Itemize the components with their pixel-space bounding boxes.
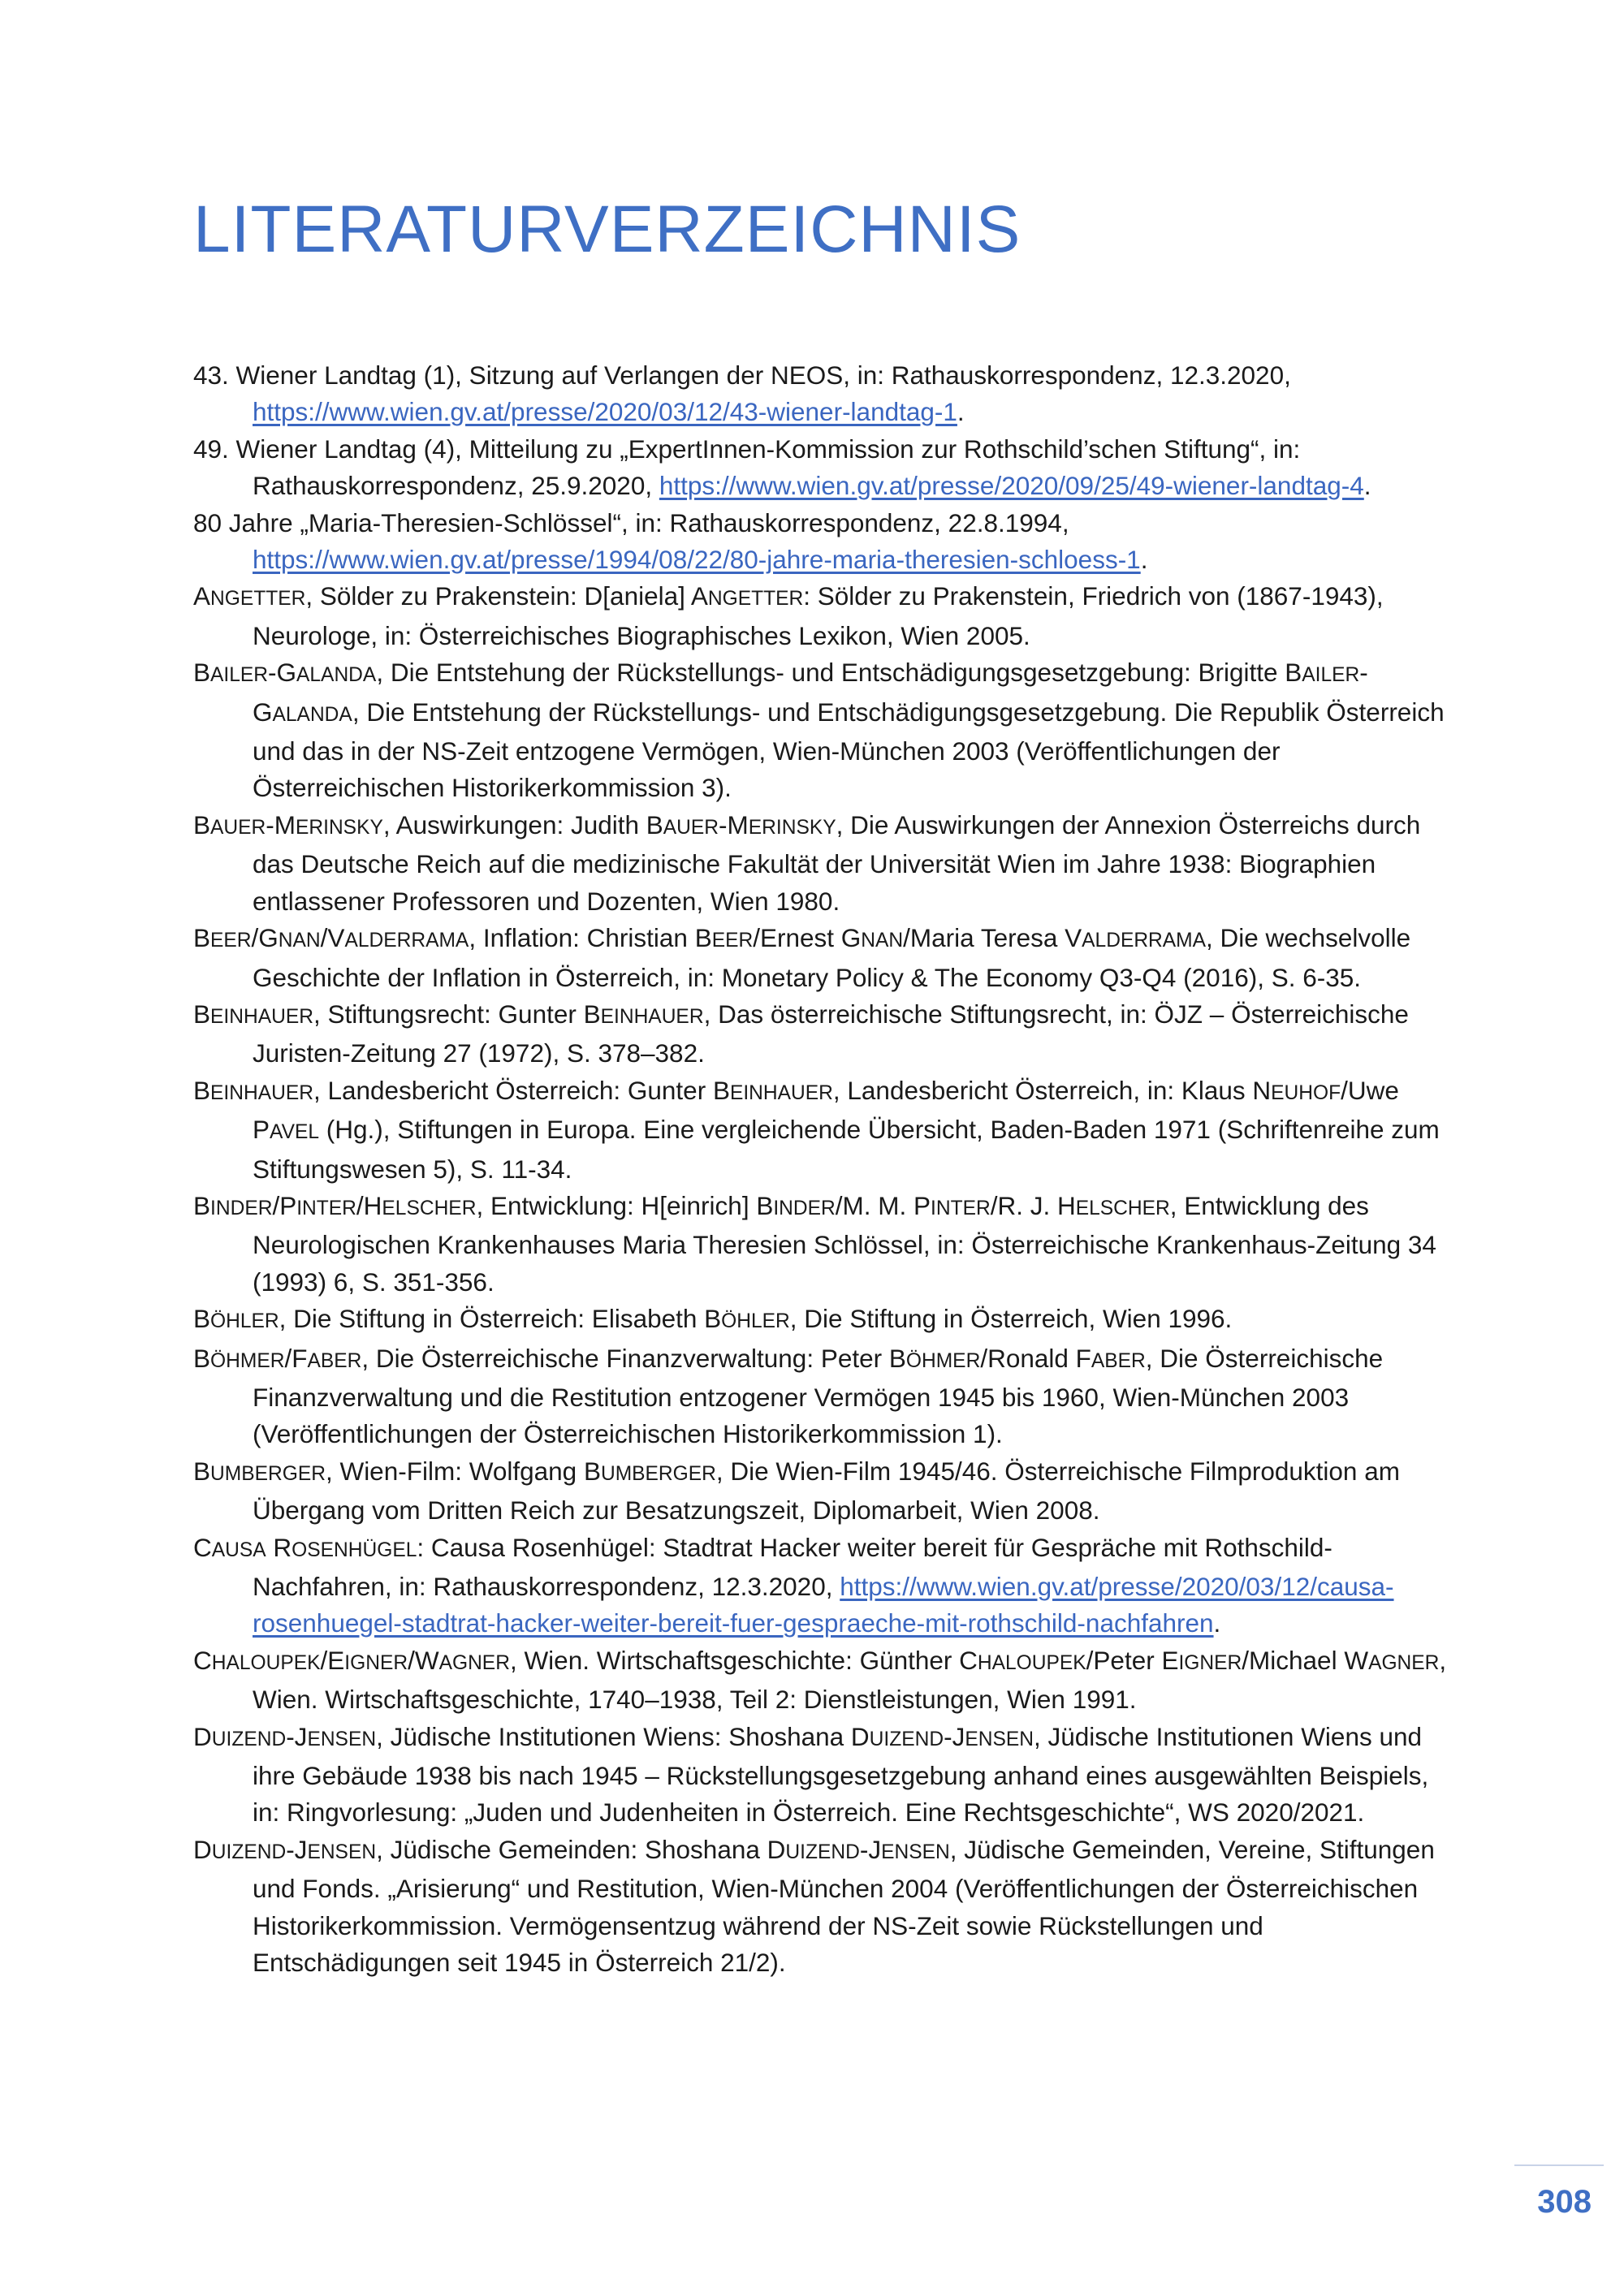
entry-text: . [957,397,965,427]
entry-text: . [1363,471,1371,501]
entry-text: : Sölder zu Prakenstein, Friedrich von (1867-1943), Neurologe, in: Österreichisches Biographisches Lexikon, Wien 2005. [253,581,1384,650]
entry-text: 49. Wiener Landtag (4), Mitteilung zu „ExpertInnen-Kommission zur Rothschild’schen Stiftung“, in: Rathauskorrespondenz, 25.9.2020, [193,434,1301,501]
bibliography-entry [193,996,1460,1072]
bibliography-entry [193,1530,1460,1642]
entry-text: /R. J. H [990,1190,1076,1220]
author-smallcaps: INDER [773,1197,836,1219]
entry-text: D [193,1834,212,1864]
author-smallcaps: ERINSKY [296,816,383,839]
bibliography-entry [193,1832,1460,1982]
entry-text: , Die Auswirkungen der Annexion Österreichs durch das Deutsche Reich auf die medizinische Fakultät der Universität Wien im Jahre 1938: Biographien entlassener Professoren und Dozenten, Wien 1980. [253,809,1421,916]
entry-link[interactable]: https://www.wien.gv.at/presse/2020/09/25/49-wiener-landtag-4 [659,471,1364,501]
entry-text: , Landesbericht Österreich, in: Klaus N [832,1075,1272,1105]
bibliography-entry [193,1453,1460,1530]
author-smallcaps: AUER [663,816,719,839]
bibliography-entry [193,1072,1460,1188]
entry-text: , Entwicklung des Neurologischen Krankenhauses Maria Theresien Schlössel, in: Österreichische Krankenhaus-Zeitung 34 (1993) 6, S. 351-356. [253,1190,1436,1297]
entry-text: 80 Jahre „Maria-Theresien-Schlössel“, in: Rathauskorrespondenz, 22.8.1994, [193,507,1069,537]
entry-text: /W [408,1645,439,1675]
author-smallcaps: UMBERGER [210,1462,326,1485]
author-smallcaps: AUSA [211,1539,266,1561]
entry-text: /H [356,1190,382,1220]
bibliography-entry [193,578,1460,654]
entry-text: /Michael W [1242,1645,1369,1675]
entry-text: -J [944,1721,965,1751]
author-smallcaps: ÖHLER [210,1310,279,1333]
author-smallcaps: EINHAUER [210,1005,313,1028]
author-smallcaps: IGNER [344,1651,408,1674]
bibliography-entry [193,654,1460,807]
author-smallcaps: ELSCHER [382,1197,477,1219]
entry-text: -J [286,1834,308,1864]
entry-link[interactable]: https://www.wien.gv.at/presse/1994/08/22/80-jahre-maria-theresien-schloess-1 [253,545,1141,575]
bibliography-entry [193,1188,1460,1301]
entry-text: . [1213,1608,1221,1638]
author-smallcaps: HALOUPEK [977,1651,1086,1674]
author-smallcaps: ENSEN [307,1841,377,1863]
entry-text: -M [266,809,296,839]
author-smallcaps: EINHAUER [729,1081,833,1104]
entry-text: B [193,1343,211,1373]
author-smallcaps: ABER [307,1349,362,1372]
entry-text: -J [859,1834,882,1864]
entry-text: , Die Entstehung der Rückstellungs- und Entschädigungsgesetzgebung: Brigitte B [376,658,1302,688]
author-smallcaps: ENSEN [881,1841,950,1863]
author-smallcaps: HALOUPEK [211,1651,321,1674]
entry-text: , Die Stiftung in Österreich: Elisabeth B [279,1304,722,1334]
entry-text: -J [286,1721,308,1751]
entry-text: , Jüdische Gemeinden: Shoshana D [376,1834,786,1864]
author-smallcaps: INTER [931,1197,991,1219]
entry-text: C [193,1645,212,1675]
entry-text: -M [719,809,749,839]
author-smallcaps: IGNER [1178,1651,1242,1674]
entry-text: , Die Österreichische Finanzverwaltung: Peter B [361,1343,906,1373]
author-smallcaps: UIZEND [211,1728,287,1750]
entry-text: /F [284,1343,308,1373]
entry-link[interactable]: https://www.wien.gv.at/presse/2020/03/12/43-wiener-landtag-1 [253,397,957,427]
author-smallcaps: ELSCHER [1075,1197,1170,1219]
entry-text: /V [320,923,345,953]
entry-text: , Die Wien-Film 1945/46. Österreichische Filmproduktion am Übergang vom Dritten Reich zur Besatzungszeit, Diplomarbeit, Wien 2008. [253,1456,1400,1526]
author-smallcaps: AILER [1302,664,1360,687]
entry-text: , Inflation: Christian B [469,923,712,953]
bibliography-list [193,357,1460,1981]
bibliography-entry [193,431,1460,505]
author-smallcaps: ÖHMER [210,1349,285,1372]
author-smallcaps: AILER [210,664,269,687]
page-number: 308 [1537,2184,1592,2220]
entry-text: , Entwicklung: H[einrich] B [476,1190,774,1220]
entry-text: , Wien. Wirtschaftsgeschichte, 1740–1938, Teil 2: Dienstleistungen, Wien 1991. [253,1645,1447,1715]
entry-text: (Hg.), Stiftungen in Europa. Eine vergleichende Übersicht, Baden-Baden 1971 (Schriftenreihe zum Stiftungswesen 5), S. 11-34. [253,1115,1440,1184]
author-smallcaps: AGNER [438,1651,510,1674]
author-smallcaps: EINHAUER [600,1005,704,1028]
author-smallcaps: ÖHMER [905,1349,981,1372]
author-smallcaps: ABER [1091,1349,1146,1372]
entry-link[interactable]: https://www.wien.gv.at/presse/2020/03/12/causa-rosenhuegel-stadtrat-hacker-weiter-bereit-fuer-gespraeche-mit-rothschild-nachfahren [253,1572,1394,1638]
entry-text: , Stiftungsrecht: Gunter B [313,999,601,1029]
author-smallcaps: ALDERRAMA [1082,930,1207,952]
entry-text: /Ernest G [753,923,862,953]
entry-text: /Peter E [1086,1645,1179,1675]
entry-text: , Die Entstehung der Rückstellungs- und Entschädigungsgesetzgebung. Die Republik Österreich und das in der NS-Zeit entzogene Vermögen, Wien-München 2003 (Veröffentlichungen der Österreichischen Historikerkommission 3). [253,697,1445,803]
entry-text: , Auswirkungen: Judith B [382,809,663,839]
entry-text: /Ronald F [980,1343,1091,1373]
entry-text: B [193,1456,211,1486]
author-smallcaps: EINHAUER [210,1081,313,1104]
bibliography-entry [193,505,1460,579]
bibliography-entry [193,1340,1460,1453]
entry-text: B [193,809,211,839]
author-smallcaps: INDER [210,1197,273,1219]
entry-text: , Jüdische Institutionen Wiens und ihre Gebäude 1938 bis nach 1945 – Rückstellungsgesetzgebung anhand eines ausgewählten Beispiels, in: Ringvorlesung: „Juden und Judenheiten in Österreich. Eine Rechtsgeschichte“, WS 2020/2021. [253,1721,1429,1828]
entry-text: /M. M. P [835,1190,931,1220]
entry-text: A [193,581,211,611]
author-smallcaps: EER [711,930,754,952]
author-smallcaps: NGETTER [210,588,306,611]
author-smallcaps: UMBERGER [600,1462,716,1485]
entry-text: B [193,1190,211,1220]
entry-text: -G [268,658,297,688]
author-smallcaps: ALDERRAMA [344,930,469,952]
entry-text: R [266,1532,292,1562]
entry-text: B [193,1304,211,1334]
author-smallcaps: ALANDA [296,664,377,687]
author-smallcaps: ERINSKY [748,816,836,839]
entry-text: /Maria Teresa V [903,923,1082,953]
page-title: LITERATURVERZEICHNIS [193,192,1021,266]
entry-text: : Causa Rosenhügel: Stadtrat Hacker weiter bereit für Gespräche mit Rothschild-Nachfahren, in: Rathauskorrespondenz, 12.3.2020, [253,1532,1332,1601]
author-smallcaps: ALANDA [272,703,352,726]
entry-text: , Jüdische Gemeinden, Vereine, Stiftungen und Fonds. „Arisierung“ und Restitution, Wien-München 2004 (Veröffentlichungen der Österreichischen Historikerkommission. Vermögensentzug während der NS-Zeit sowie Rückstellungen und Entschädigungen seit 1945 in Österreich 21/2). [253,1834,1435,1978]
author-smallcaps: NGETTER [707,588,804,611]
entry-text: -G [253,658,1368,727]
entry-text: /P [272,1190,297,1220]
entry-text: , Sölder zu Prakenstein: D[aniela] A [305,581,708,611]
entry-text: , Die Österreichische Finanzverwaltung und die Restitution entzogener Vermögen 1945 bis 1960, Wien-München 2003 (Veröffentlichungen der Österreichischen Historikerkommission 1). [253,1343,1384,1449]
entry-text: C [193,1532,212,1562]
entry-text: B [193,1075,211,1105]
author-smallcaps: AUER [210,816,266,839]
entry-text: /E [320,1645,345,1675]
entry-text: , Jüdische Institutionen Wiens: Shoshana D [376,1721,870,1751]
bibliography-entry [193,807,1460,920]
author-smallcaps: EER [210,930,252,952]
author-smallcaps: ÖHLER [721,1310,790,1333]
author-smallcaps: AGNER [1368,1651,1440,1674]
bibliography-entry [193,1301,1460,1340]
footer-divider [1514,2164,1604,2166]
author-smallcaps: NAN [278,930,321,952]
entry-text: , Landesbericht Österreich: Gunter B [313,1075,730,1105]
author-smallcaps: ENSEN [307,1728,377,1750]
entry-text: B [193,999,211,1029]
entry-text: , Wien-Film: Wolfgang B [325,1456,601,1486]
entry-text: D [193,1721,212,1751]
author-smallcaps: NAN [861,930,904,952]
author-smallcaps: INTER [296,1197,356,1219]
entry-text: /Uwe P [253,1075,1399,1145]
entry-text: , Die wechselvolle Geschichte der Inflation in Österreich, in: Monetary Policy & The Economy Q3-Q4 (2016), S. 6-35. [253,923,1411,992]
entry-text: 43. Wiener Landtag (1), Sitzung auf Verlangen der NEOS, in: Rathauskorrespondenz, 12.3.2020, [193,360,1291,390]
author-smallcaps: UIZEND [785,1841,860,1863]
author-smallcaps: AVEL [270,1121,320,1144]
bibliography-entry [193,1719,1460,1832]
author-smallcaps: ENSEN [965,1728,1034,1750]
bibliography-entry [193,920,1460,996]
entry-text: , Wien. Wirtschaftsgeschichte: Günther C [509,1645,978,1675]
entry-text: , Die Stiftung in Österreich, Wien 1996. [789,1304,1233,1334]
author-smallcaps: OSENHÜGEL [292,1539,417,1561]
bibliography-entry [193,357,1460,431]
entry-text: . [1140,545,1148,575]
entry-text: /G [251,923,279,953]
entry-text: B [193,923,211,953]
author-smallcaps: UIZEND [869,1728,944,1750]
author-smallcaps: UIZEND [211,1841,287,1863]
author-smallcaps: EUHOF [1271,1081,1341,1104]
bibliography-entry [193,1642,1460,1719]
entry-text: B [193,658,211,688]
entry-text: , Das österreichische Stiftungsrecht, in: ÖJZ – Österreichische Juristen-Zeitung 27 (1972), S. 378–382. [253,999,1409,1068]
